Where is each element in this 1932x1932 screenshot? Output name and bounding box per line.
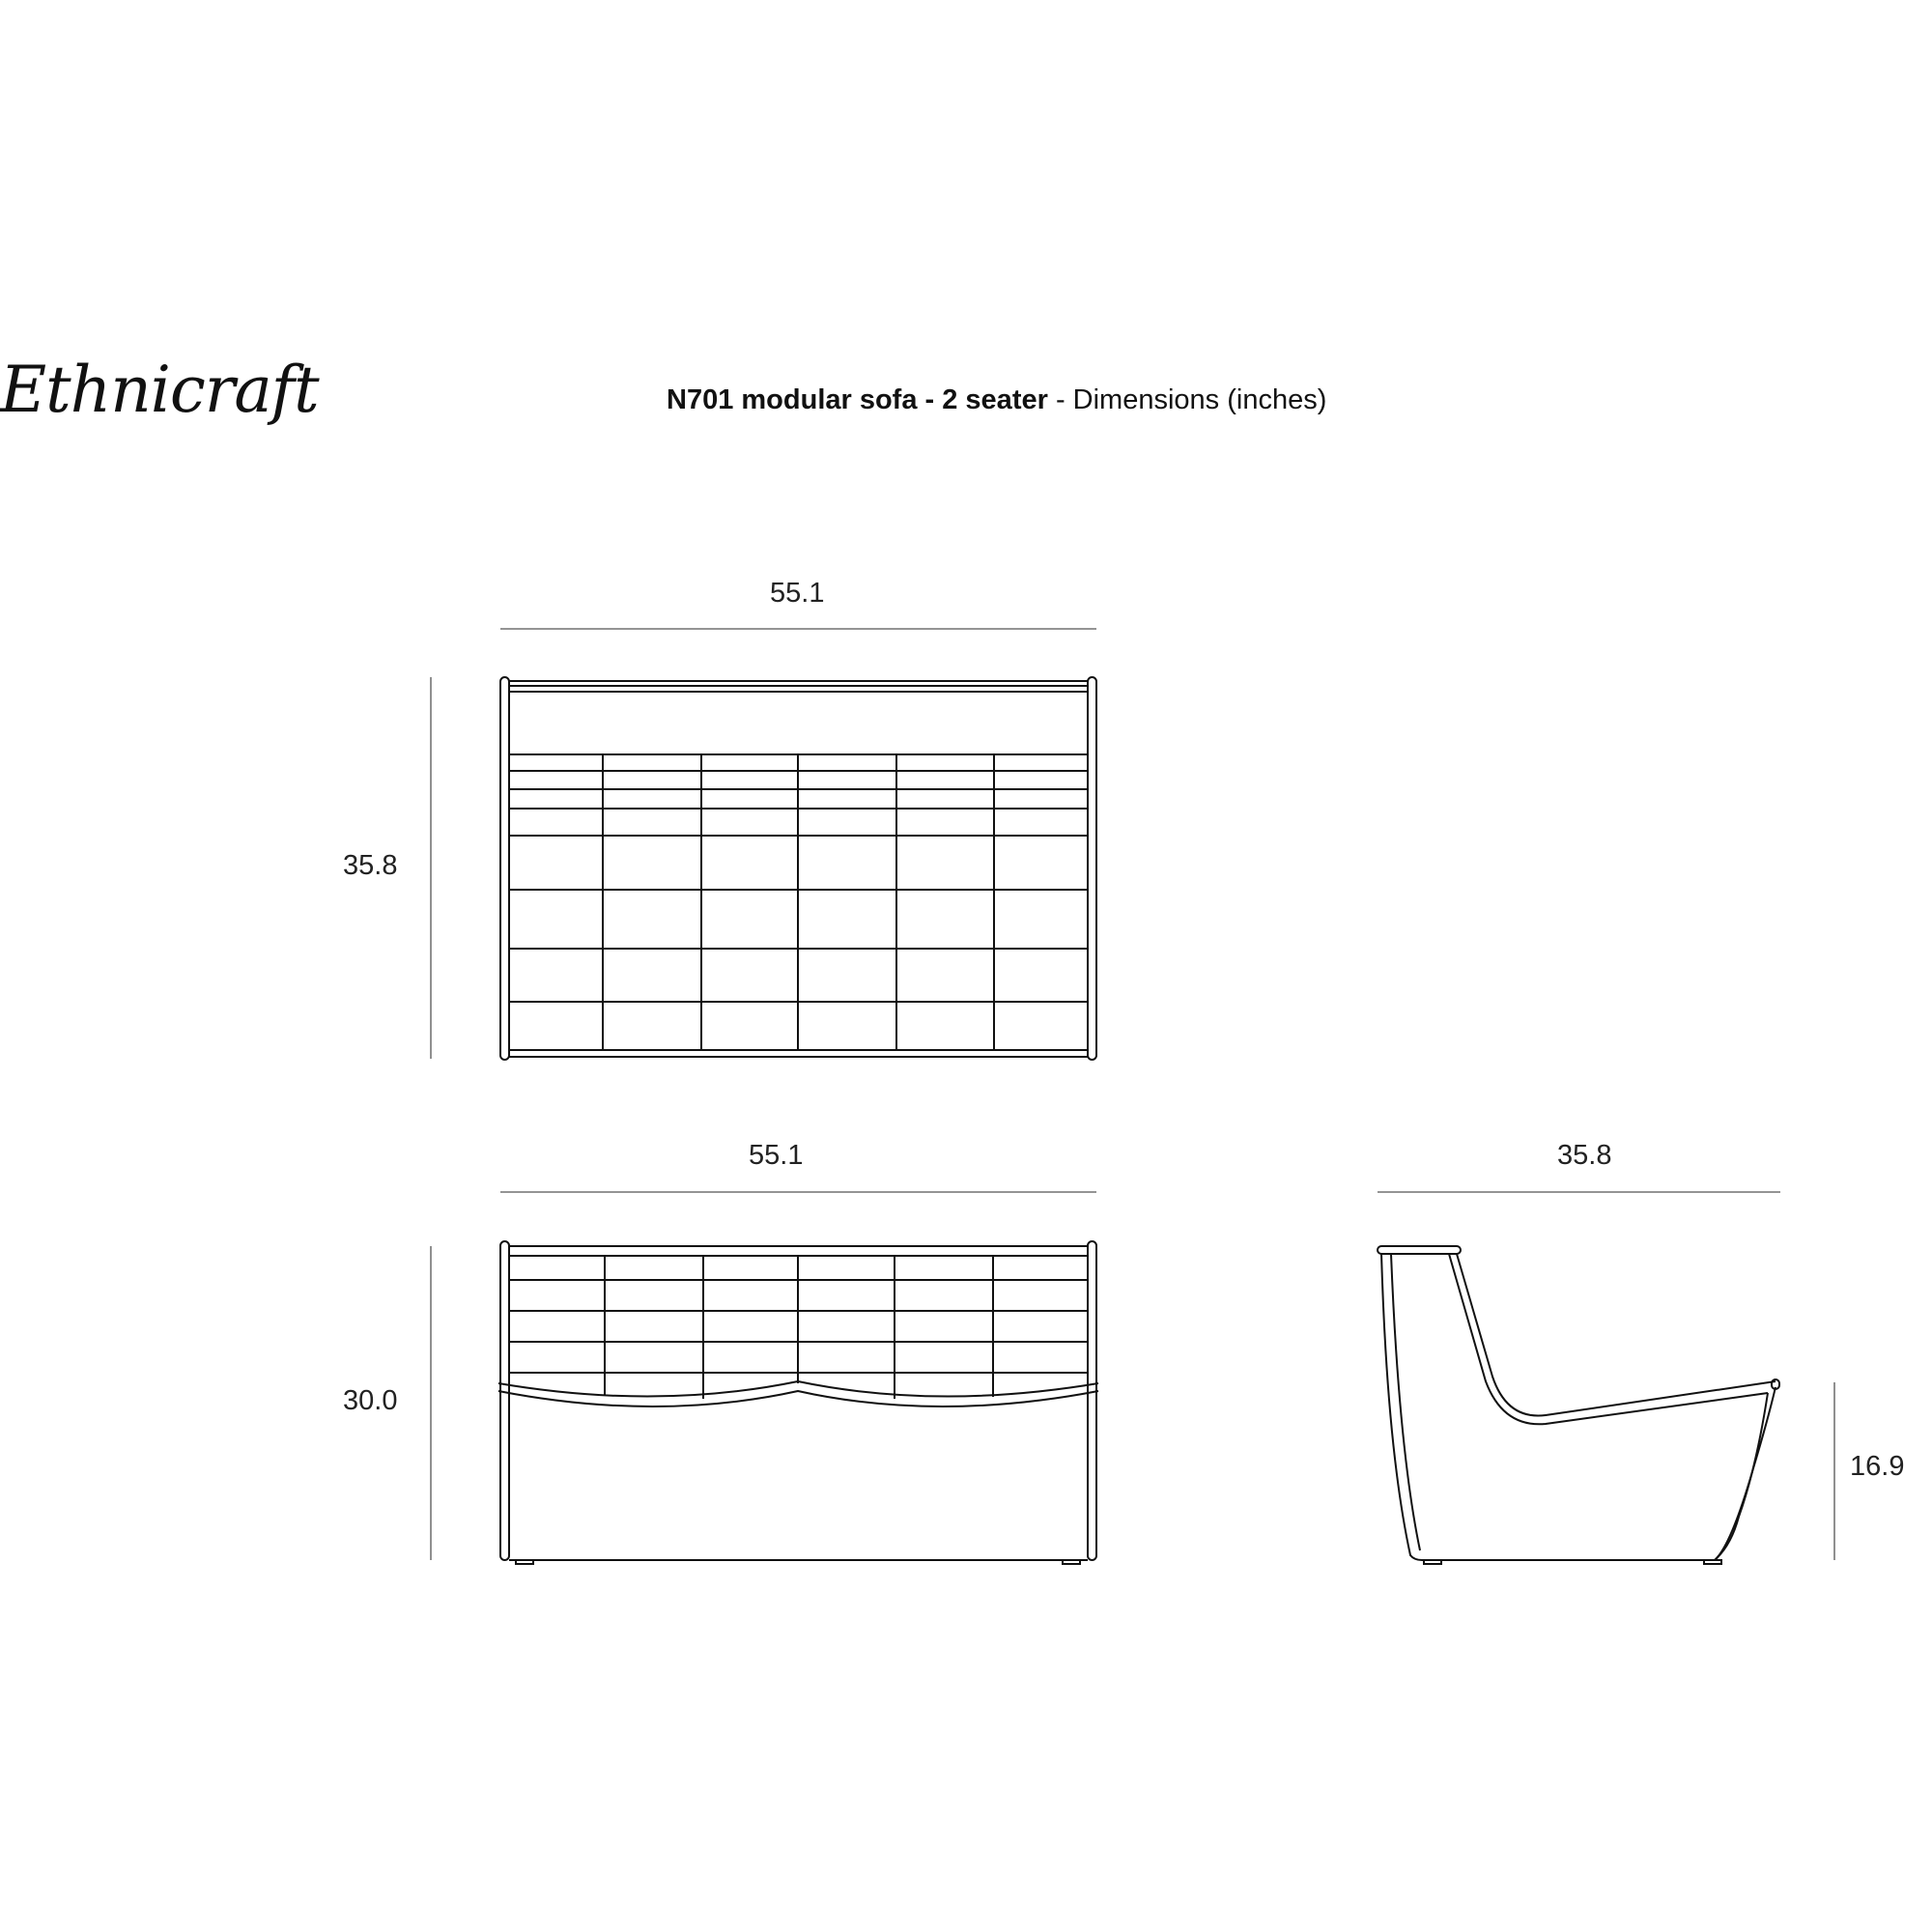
ethnicraft-logo: Ethnicraft bbox=[0, 353, 319, 427]
side-view-seat-height-label: 16.9 bbox=[1850, 1451, 1905, 1482]
side-back-foot bbox=[1424, 1560, 1441, 1564]
side-front-foot bbox=[1704, 1560, 1721, 1564]
top-left-arm bbox=[500, 677, 509, 1060]
front-left-arm bbox=[500, 1241, 509, 1560]
top-view-depth-label: 35.8 bbox=[343, 850, 398, 881]
front-left-foot bbox=[516, 1560, 533, 1564]
front-view bbox=[498, 1241, 1098, 1564]
side-seat-curve bbox=[1457, 1254, 1776, 1416]
side-view bbox=[1378, 1246, 1779, 1564]
front-right-foot bbox=[1063, 1560, 1080, 1564]
front-right-arm bbox=[1088, 1241, 1096, 1560]
dimension-lines bbox=[431, 629, 1834, 1560]
top-view-width-label: 55.1 bbox=[770, 578, 825, 609]
title-subtitle: Dimensions (inches) bbox=[1072, 384, 1327, 415]
front-view-width-label: 55.1 bbox=[749, 1140, 804, 1171]
front-view-height-label: 30.0 bbox=[343, 1385, 398, 1416]
product-name: N701 modular sofa - 2 seater bbox=[667, 384, 1048, 415]
side-backrest-top bbox=[1378, 1246, 1461, 1254]
title-separator: - bbox=[1047, 384, 1073, 415]
side-outer-contour bbox=[1381, 1254, 1776, 1560]
top-right-arm bbox=[1088, 677, 1096, 1060]
seat-cushion-upper-edge bbox=[498, 1381, 1098, 1397]
side-view-depth-label: 35.8 bbox=[1557, 1140, 1612, 1171]
top-view bbox=[500, 677, 1096, 1060]
